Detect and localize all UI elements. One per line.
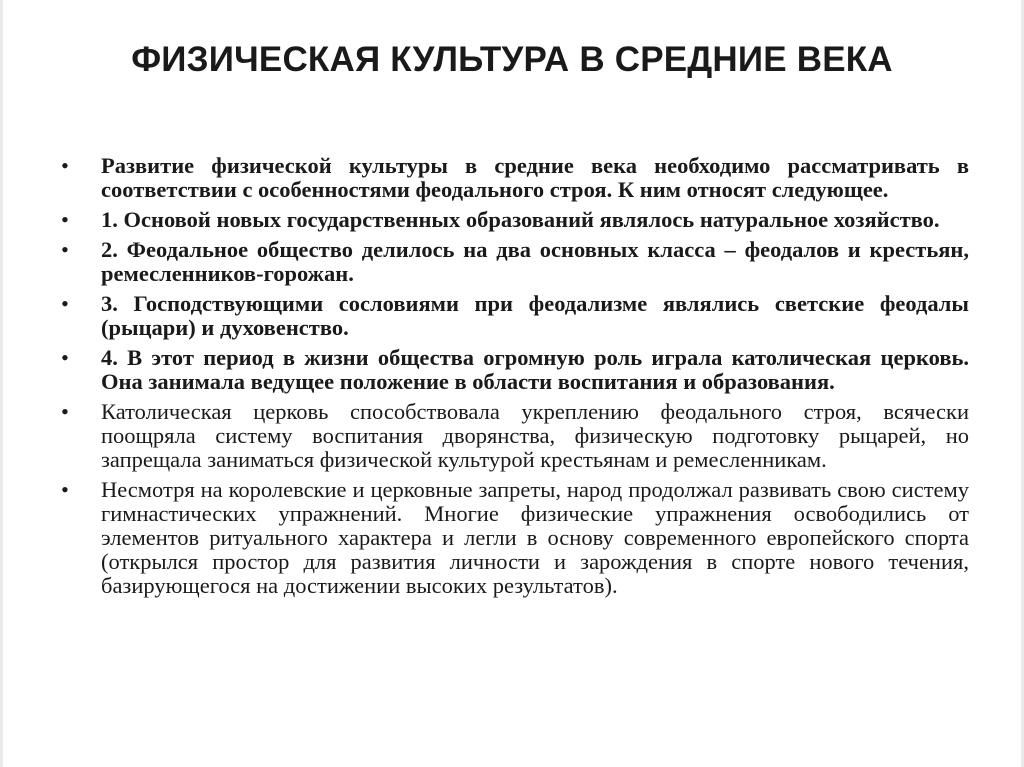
bullet-marker: • (61, 345, 69, 370)
bullet-item (61, 238, 969, 286)
slide-title: ФИЗИЧЕСКАЯ КУЛЬТУРА В СРЕДНИЕ ВЕКА (131, 40, 893, 79)
bullet-marker: • (61, 237, 69, 262)
bullet-text: Несмотря на королевские и церковные запреты, народ продолжал развивать свою систему гимнастических упражнений. Многие физические упражнения освободились от элементов ритуального характера и легли в основу современного европейского спорта (открылся простор для развития личности и зарождения в спорте нового течения, базирующегося на достижении высоких результатов). (101, 477, 969, 598)
bullet-text: 4. В этот период в жизни общества огромную роль играла католическая церковь. Она занимала ведущее положение в области воспитания и образования. (101, 345, 969, 394)
bullet-marker: • (61, 291, 69, 316)
bullet-marker: • (61, 477, 69, 502)
bullet-item (61, 400, 969, 472)
bullet-item (61, 154, 969, 202)
bullet-item (61, 346, 969, 394)
bullet-text: Католическая церковь способствовала укреплению феодального строя, всячески поощряла систему воспитания дворянства, физическую подготовку рыцарей, но запрещала заниматься физической культурой крестьянам и ремесленникам. (101, 399, 969, 472)
bullet-text: 3. Господствующими сословиями при феодализме являлись светские феодалы (рыцари) и духовенство. (101, 291, 969, 340)
bullet-item (61, 208, 969, 232)
bullet-marker: • (61, 399, 69, 424)
bullet-list (61, 154, 969, 604)
bullet-text: Развитие физической культуры в средние века необходимо рассматривать в соответствии с особенностями феодального строя. К ним относят следующее. (101, 153, 969, 202)
bullet-text: 2. Феодальное общество делилось на два основных класса – феодалов и крестьян, ремесленников-горожан. (101, 237, 969, 286)
bullet-marker: • (61, 207, 69, 232)
bullet-marker: • (61, 153, 69, 178)
bullet-text: 1. Основой новых государственных образований являлось натуральное хозяйство. (101, 207, 940, 232)
bullet-item (61, 292, 969, 340)
bullet-item (61, 478, 969, 598)
